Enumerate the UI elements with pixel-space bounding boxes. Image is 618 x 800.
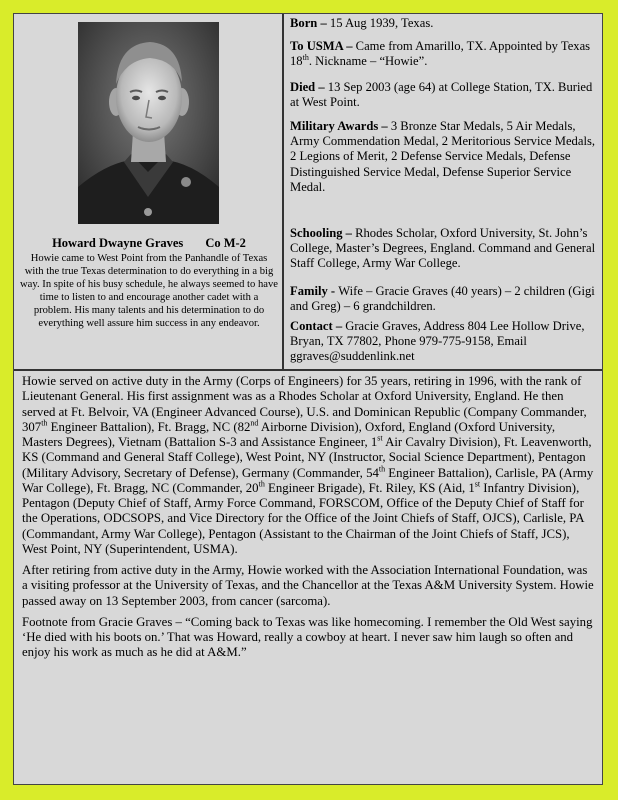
cadet-name-line xyxy=(22,236,276,251)
fact-died-label: Died xyxy=(290,80,316,94)
cadet-company: Co M-2 xyxy=(205,236,246,250)
fact-contact: Contact – Gracie Graves, Address 804 Lee Hollow Drive, Bryan, TX 77802, Phone 979-775-9158, Email ggraves@suddenlink.net xyxy=(290,319,585,364)
fact-schooling: Schooling – Rhodes Scholar, Oxford University, St. John’s College, Master’s Degrees, England. Command and General Staff College, Army War College. xyxy=(290,226,596,271)
biography xyxy=(22,374,596,667)
fact-awards-text: 3 Bronze Star Medals, 5 Air Medals, Army Commendation Medal, 2 Meritorious Service Medals, 2 Legions of Merit, 2 Defense Service Medals, Defense Distinguished Service Medal, Defense Superior Service Medal. xyxy=(290,119,595,194)
bio-p1-part5: Engineer Battalion), Carlisle, PA (Army War College), Ft. Bragg, NC (Commander, 20 xyxy=(22,465,594,495)
fact-contact-label: Contact xyxy=(290,319,333,333)
top-row xyxy=(14,14,602,371)
fact-military-awards: Military Awards – 3 Bronze Star Medals, 5 Air Medals, Army Commendation Medal, 2 Meritorious Service Medals, 2 Legions of Merit, 2 Defense Service Medals, Defense Distinguished Service Medal, Defense Superior Service Medal. xyxy=(290,119,595,194)
bio-p1-sup1: th xyxy=(41,418,48,428)
portrait-panel xyxy=(14,14,284,371)
fact-died-text: 13 Sep 2003 (age 64) at College Station, TX. Buried at West Point. xyxy=(290,80,593,110)
fact-born: Born – 15 Aug 1939, Texas. xyxy=(290,16,434,30)
bio-p1-sup5: th xyxy=(258,479,265,489)
profile-sheet xyxy=(13,13,603,785)
fact-usma-text-a: Came from Amarillo, TX. Appointed by Texas 18 xyxy=(290,39,591,69)
bio-p1-part3: Airborne Division), Oxford, England (Oxford University, Masters Degrees), Vietnam (Battalion S-3 and Assistance Engineer, 1 xyxy=(22,419,556,449)
fact-usma-text-b: . Nickname – “Howie”. xyxy=(308,54,428,69)
facts-panel xyxy=(284,14,602,371)
cadet-name: Howard Dwayne Graves xyxy=(52,236,184,250)
bio-p1-part7: Infantry Division), Pentagon (Deputy Chief of Staff, Army Force Command, FORSCOM, Office of the Deputy Chief of Staff for the Operations, ODCSOPS, and Vice Directory for the Office of the Joint Chiefs of Staff, OJCS), Carlisle, PA (Commandant, Army War College), Pentagon (Assistant to the Chairman of the Joint Chiefs of Staff, JCS), West Point, NY (Superintendent, USMA). xyxy=(22,480,584,556)
bio-p1-sup6: st xyxy=(474,479,481,489)
fact-schooling-text: Rhodes Scholar, Oxford University, St. John’s College, Master’s Degrees, England. Command and General Staff College, Army War College. xyxy=(290,226,596,271)
bio-footnote-paragraph: Footnote from Gracie Graves – “Coming back to Texas was like homecoming. I remember the Old West saying ‘He died with his boots on.’ That was Howard, really a cowboy at heart. I never saw him laugh so often and enjoy his work as much as he did at A&M.” xyxy=(22,614,593,660)
bio-p1-sup2: nd xyxy=(250,418,259,428)
bio-p1-sup4: th xyxy=(378,464,386,474)
fact-usma-sup: th xyxy=(302,53,309,63)
fact-awards-label: Military Awards xyxy=(290,119,379,133)
bio-p1-part6: Engineer Brigade), Ft. Riley, KS (Aid, 1 xyxy=(264,480,475,495)
cadet-caption: Howie came to West Point from the Panhandle of Texas with the true Texas determination to do everything in a big way. In spite of his busy schedule, he always seemed to have time to listen to and encourage another cadet with a problem. His many talents and his determination to do everything well assure him success in any endeavor. xyxy=(20,253,278,330)
portrait-image xyxy=(78,22,219,224)
bio-p1-part4: Air Cavalry Division), Ft. Leavenworth, KS (Command and General Staff College), West Point, NY (Instructor, Social Science Department), Pentagon (Military Advisory, Secretary of Defense), Germany (Commander, 54 xyxy=(22,435,592,480)
fact-usma: To USMA – Came from Amarillo, TX. Appointed by Texas 18th. Nickname – “Howie”. xyxy=(290,39,591,69)
bio-p1-part1: Howie served on active duty in the Army (Corps of Engineers) for 35 years, retiring in 1996, with the rank of Lieutenant General. His first assignment was as a Rhodes Scholar at Oxford University, England. He then served at Ft. Belvoir, VA (Engineer Advanced Course), U.S. and Dominican Republic (Company Commander, 307 xyxy=(22,374,587,434)
bio-service-paragraph xyxy=(22,374,596,557)
fact-family: Family - Wife – Gracie Graves (40 years) – 2 children (Gigi and Greg) – 6 grandchildren. xyxy=(290,284,595,314)
cadet-portrait-photo xyxy=(78,22,219,224)
bio-p1-sup3: st xyxy=(377,433,383,443)
fact-contact-text: Gracie Graves, Address 804 Lee Hollow Drive, Bryan, TX 77802, Phone 979-775-9158, Email ggraves@suddenlink.net xyxy=(290,319,585,364)
bio-p1-part2: Engineer Battalion), Ft. Bragg, NC (82 xyxy=(47,419,251,434)
fact-family-text: Wife – Gracie Graves (40 years) – 2 children (Gigi and Greg) – 6 grandchildren. xyxy=(290,284,595,314)
fact-usma-label: To USMA xyxy=(290,39,344,53)
fact-born-label: Born xyxy=(290,16,318,30)
fact-family-label: Family xyxy=(290,284,328,298)
fact-died: Died – 13 Sep 2003 (age 64) at College Station, TX. Buried at West Point. xyxy=(290,80,593,110)
bio-retirement-paragraph: After retiring from active duty in the Army, Howie worked with the Association International Foundation, was a visiting professor at the University of Texas, and the Chancellor at the Texas A&M University System. Howie passed away on 13 September 2003, from cancer (sarcoma). xyxy=(22,563,594,608)
fact-born-text: 15 Aug 1939, Texas. xyxy=(329,16,434,30)
fact-schooling-label: Schooling xyxy=(290,226,343,240)
